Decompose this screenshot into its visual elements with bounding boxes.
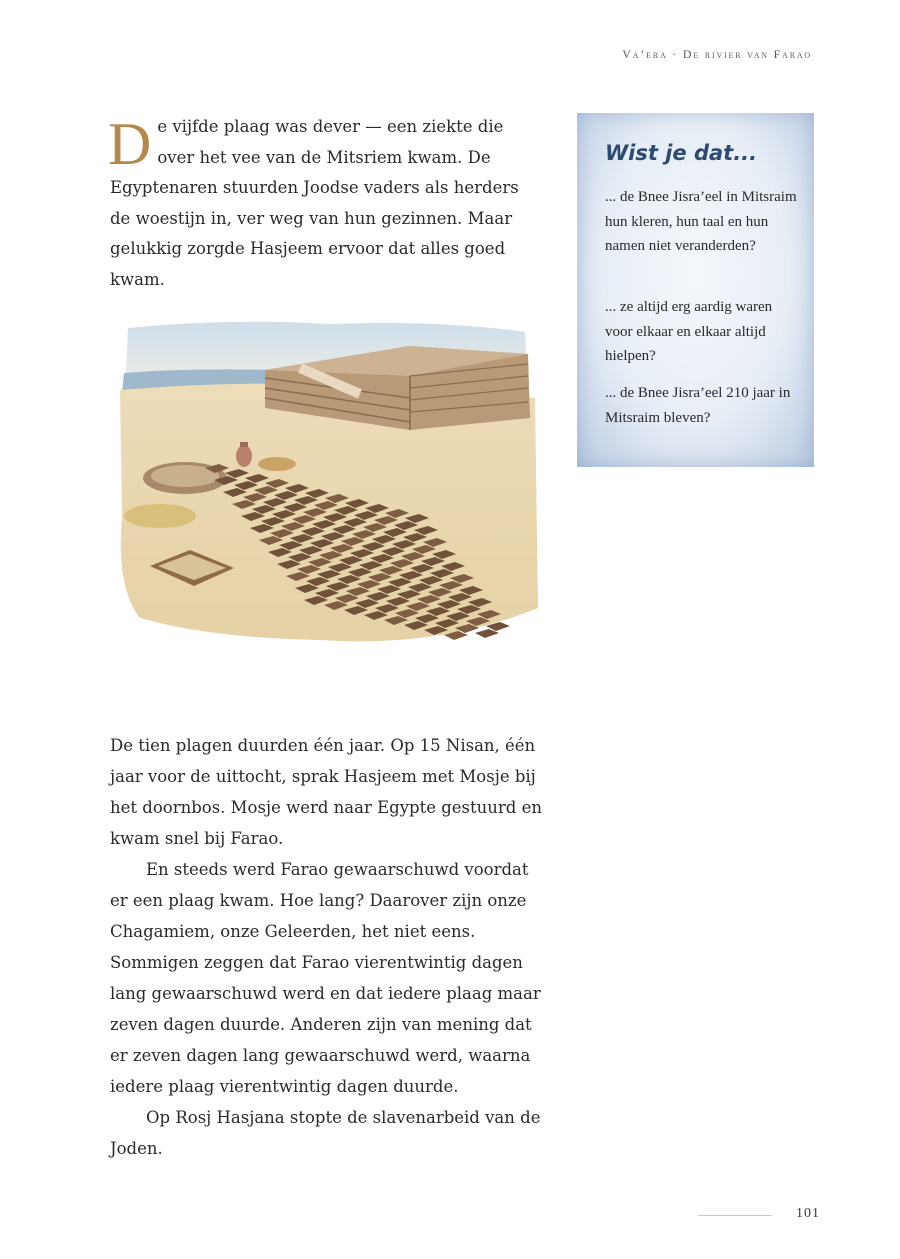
body-paragraph: Op Rosj Hasjana stopte de slavenarbeid van de Joden. bbox=[110, 1108, 541, 1158]
basket bbox=[258, 457, 296, 471]
did-you-know-box bbox=[577, 113, 814, 467]
main-text bbox=[110, 730, 550, 1164]
running-header: Va’era · De rivier van Farao bbox=[622, 47, 812, 61]
intro-paragraph bbox=[110, 112, 540, 295]
body-paragraph: De tien plagen duurden één jaar. Op 15 Nisan, één jaar voor de uittocht, sprak Hasjeem met Mosje bij het doornbos. Mosje werd naar Egypte gestuurd en kwam snel bij Farao. bbox=[110, 736, 542, 848]
did-you-know-item: ... ze altijd erg aardig waren voor elkaar en elkaar altijd hielpen? bbox=[605, 299, 773, 364]
drop-cap: D bbox=[108, 111, 152, 177]
did-you-know-item: ... de Bnee Jisra’eel in Mitsraim hun kleren, hun taal en hun namen niet veranderden? bbox=[605, 189, 797, 254]
did-you-know-title: Wist je dat... bbox=[605, 141, 758, 165]
intro-text: e vijfde plaag was dever — een ziekte die over het vee van de Mitsriem kwam. De Egyptenaren stuurden Joodse vaders als herders de woestijn in, ver weg van hun gezinnen. Maar gelukkig zorgde Hasjeem ervoor dat alles goed kwam. bbox=[110, 117, 519, 289]
brick-making-illustration bbox=[110, 318, 540, 648]
straw-pile bbox=[124, 504, 196, 528]
footer-rule bbox=[698, 1215, 772, 1216]
body-paragraph: En steeds werd Farao gewaarschuwd voordat er een plaag kwam. Hoe lang? Daarover zijn onze Chagamiem, onze Geleerden, het niet eens. Sommigen zeggen dat Farao vierentwintig dagen lang gewaarschuwd werd en dat iedere plaag maar zeven dagen duurde. Anderen zijn van mening dat er zeven dagen lang gewaarschuwd werd, waarna iedere plaag vierentwintig dagen duurde. bbox=[110, 860, 541, 1096]
page-number: 101 bbox=[796, 1206, 820, 1221]
did-you-know-item: ... de Bnee Jisra’eel 210 jaar in Mitsraim bleven? bbox=[605, 385, 791, 426]
